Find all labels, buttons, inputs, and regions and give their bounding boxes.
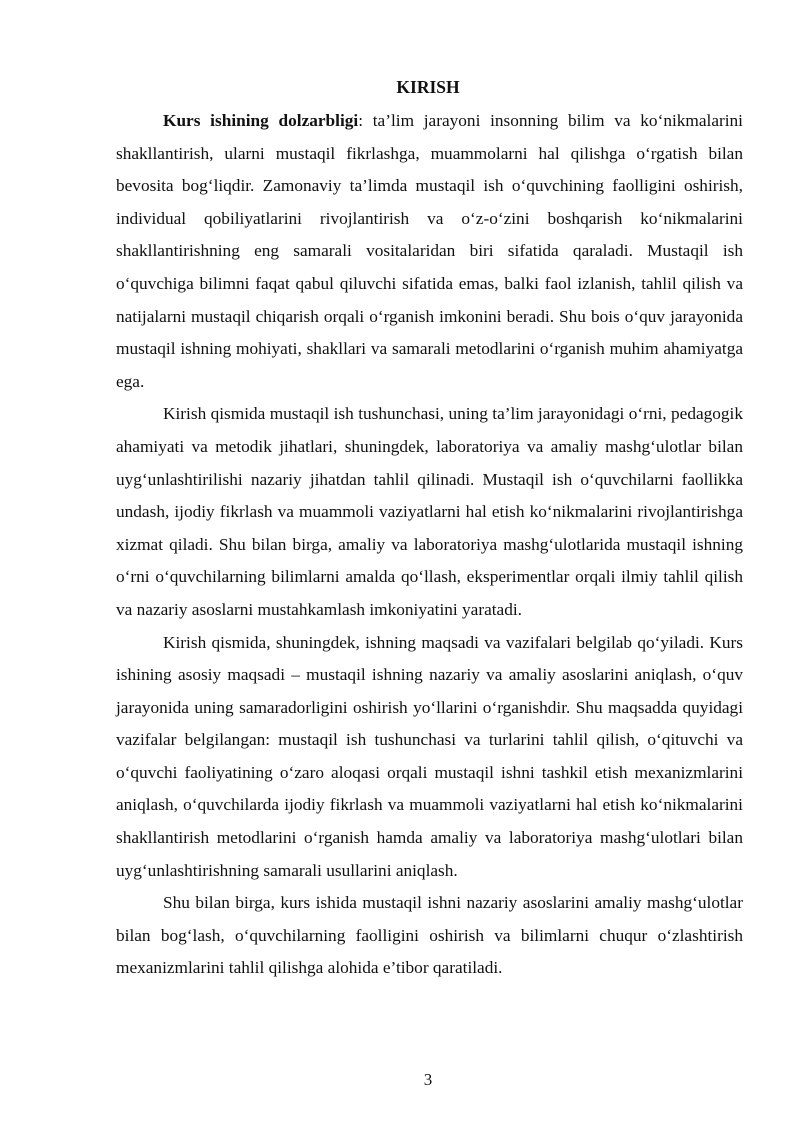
paragraph-text: Shu bilan birga, kurs ishida mustaqil ishni nazariy asoslarini amaliy mashg‘ulotlar bilan bog‘lash, o‘quvchilarning faolligini oshirish va bilimlarni chuqur o‘zlashtirish mexanizmlarini tahlil qilishga alohida e’tibor qaratiladi. [116,893,743,978]
paragraph-text: Kirish qismida, shuningdek, ishning maqsadi va vazifalari belgilab qo‘yiladi. Kurs ishining asosiy maqsadi – mustaqil ishning nazariy va amaliy asoslarini aniqlash, o‘quv jarayonida uning samaradorligini oshirish yo‘llarini o‘rganishdir. Shu maqsadda quyidagi vazifalar belgilangan: mustaqil ish tushunchasi va turlarini tahlil qilish, o‘qituvchi va o‘quvchi faoliyatining o‘zaro aloqasi orqali mustaqil ishni tashkil etish mexanizmlarini aniqlash, o‘quvchilarda ijodiy fikrlash va muammoli vaziyatlarni hal etish ko‘nikmalarini shakllantirish metodlarini o‘rganish hamda amaliy va laboratoriya mashg‘ulotlari bilan uyg‘unlashtirishning samarali usullarini aniqlash. [116,632,743,880]
section-heading: KIRISH [396,77,460,97]
paragraph-text: : ta’lim jarayoni insonning bilim va ko‘nikmalarini shakllantirish, ularni mustaqil fikrlashga, muammolarni hal qilishga o‘rgatish bilan bevosita bog‘liqdir. Zamonaviy ta’limda mustaqil ish o‘quvchining faolligini oshirish, individual qobiliyatlarini rivojlantirish va o‘z-o‘zini boshqarish ko‘nikmalarini shakllantirishning eng samarali vositalaridan biri sifatida qaraladi. Mustaqil ish o‘quvchiga bilimni faqat qabul qiluvchi sifatida emas, balki faol izlanish, tahlil qilish va natijalarni mustaqil chiqarish orqali o‘rganish imkonini beradi. Shu bois o‘quv jarayonida mustaqil ishning mohiyati, shakllari va samarali metodlarini o‘rganish muhim ahamiyatga ega. [116,111,743,391]
body-text [116,105,743,985]
paragraph-focus [116,887,743,985]
paragraph-text: Kirish qismida mustaqil ish tushunchasi, uning ta’lim jarayonidagi o‘rni, pedagogik ahamiyati va metodik jihatlari, shuningdek, laboratoriya va amaliy mashg‘ulotlar bilan uyg‘unlashtirilishi nazariy jihatdan tahlil qilinadi. Mustaqil ish o‘quvchilarni faollikka undash, ijodiy fikrlash va muammoli vaziyatlarni hal etish ko‘nikmalarini rivojlantirishga xizmat qiladi. Shu bilan birga, amaliy va laboratoriya mashg‘ulotlarida mustaqil ishning o‘rni o‘quvchilarning bilimlarni amalda qo‘llash, eksperimentlar orqali ilmiy tahlil qilish va nazariy asoslarni mustahkamlash imkoniyatini yaratadi. [116,404,743,619]
paragraph-relevance [116,105,743,398]
paragraph-introduction [116,398,743,626]
paragraph-lead: Kurs ishining dolzarbligi [163,111,359,130]
paragraph-goals [116,627,743,888]
page-number: 3 [423,1070,433,1089]
